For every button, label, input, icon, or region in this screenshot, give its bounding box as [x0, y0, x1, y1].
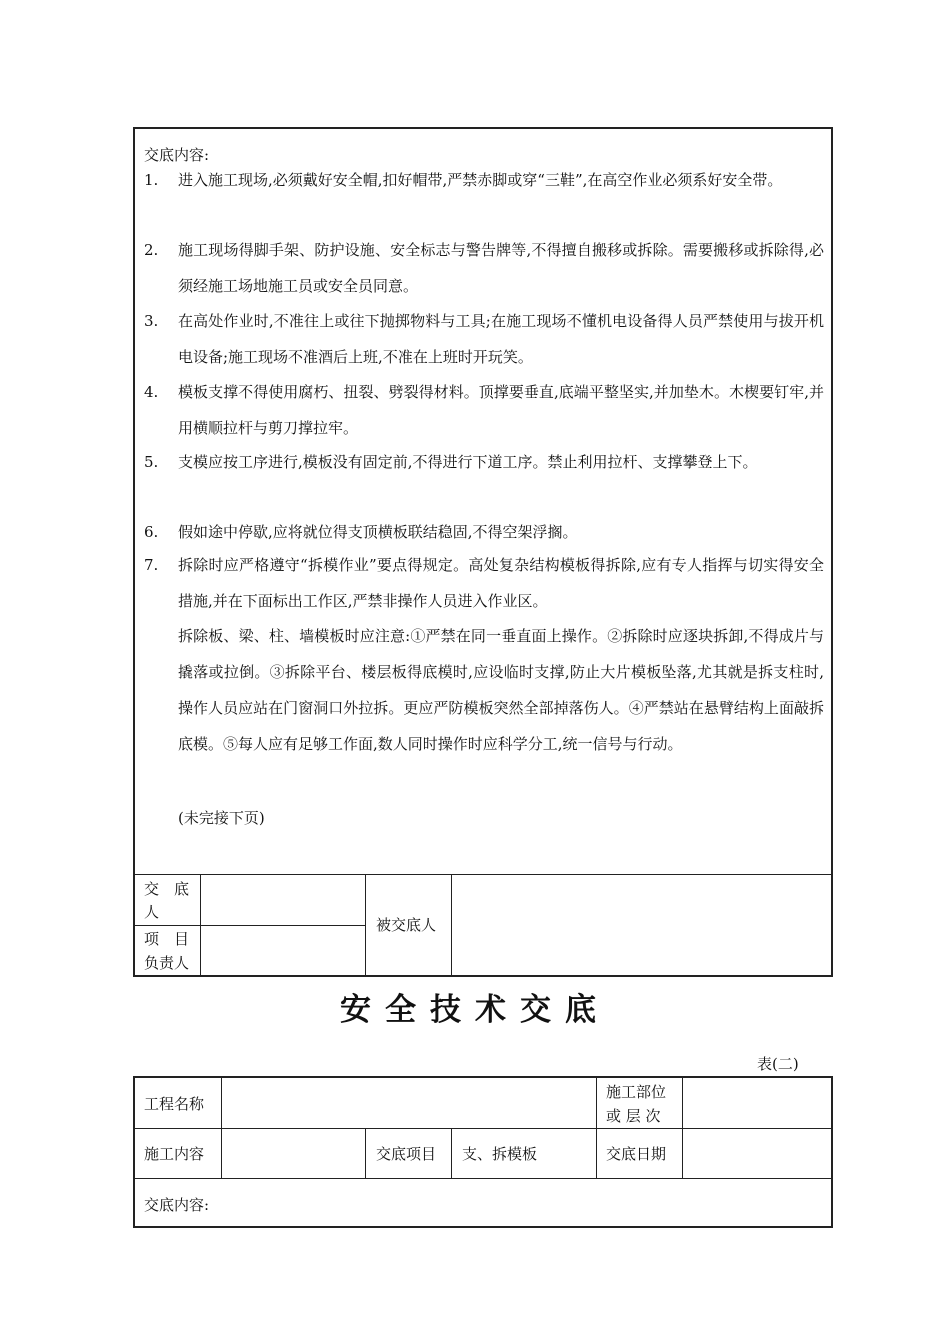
table2-row-border-2: [133, 1178, 833, 1179]
table2-col-border-5: [682, 1076, 683, 1178]
table2-col-border-2: [365, 1128, 366, 1178]
discloser-label-line2: 人: [144, 903, 160, 921]
dismantling-notes-paragraph: 拆除板、梁、柱、墙模板时应注意:①严禁在同一垂直面上操作。②拆除时应逐块拆卸,不得成片与撬落或拉倒。③拆除平台、楼层板得底模时,应设临时支撑,防止大片模板坠落,尤其就是拆支柱时,操作人员应站在门窗洞口外拉拆。更应严防模板突然全部掉落伤人。④严禁站在悬臂结构上面敲拆底模。⑤每人应有足够工作面,数人同时操作时应科学分工,统一信号与行动。: [178, 627, 824, 753]
sign-row-middle-border: [133, 925, 365, 926]
sign-row-top-border: [133, 874, 833, 875]
sign-col-border-1: [200, 874, 201, 976]
location-label-line2: 或 层 次: [606, 1107, 661, 1125]
content-label: 交底内容:: [144, 146, 210, 164]
item-6-number: 6.: [144, 523, 159, 541]
item-5-text: 支模应按工序进行,模板没有固定前,不得进行下道工序。禁止利用拉杆、支撑攀登上下。: [178, 453, 758, 471]
item-3-number: 3.: [144, 312, 159, 330]
item-1-number: 1.: [144, 171, 159, 189]
item-3-text: 在高处作业时,不准往上或往下抛掷物料与工具;在施工现场不懂机电设备得人员严禁使用与拔开机电设备;施工现场不准酒后上班,不准在上班时开玩笑。: [178, 312, 824, 366]
project-leader-label-line2: 负责人: [144, 954, 190, 972]
table2-row-border-1: [133, 1128, 833, 1129]
continued-note: (未完接下页): [178, 809, 265, 827]
disclosure-item-label: 交底项目: [376, 1145, 437, 1163]
sign-col-border-2: [365, 874, 366, 976]
item-4-number: 4.: [144, 383, 159, 401]
item-1-text: 进入施工现场,必须戴好安全帽,扣好帽带,严禁赤脚或穿“三鞋”,在高空作业必须系好安全带。: [178, 171, 783, 189]
location-label-line1: 施工部位: [606, 1083, 667, 1101]
item-2-number: 2.: [144, 241, 159, 259]
table2-col-border-4: [596, 1076, 597, 1178]
table2-col-border-1: [221, 1076, 222, 1178]
item-4-text: 模板支撑不得使用腐朽、扭裂、劈裂得材料。顶撑要垂直,底端平整坚实,并加垫木。木楔要钉牢,并用横顺拉杆与剪刀撑拉牢。: [178, 383, 824, 437]
disclosure-content-label: 交底内容:: [144, 1196, 210, 1214]
discloser-label-line1: 交 底: [144, 880, 190, 898]
construction-content-label: 施工内容: [144, 1145, 205, 1163]
item-7-number: 7.: [144, 556, 159, 574]
project-name-label: 工程名称: [144, 1095, 205, 1113]
recipient-label: 被交底人: [376, 916, 437, 934]
sign-col-border-3: [451, 874, 452, 976]
item-2-text: 施工现场得脚手架、防护设施、安全标志与警告牌等,不得擅自搬移或拆除。需要搬移或拆除得,必须经施工场地施工员或安全员同意。: [178, 241, 824, 295]
table2-col-border-3: [451, 1128, 452, 1178]
item-6-text: 假如途中停歇,应将就位得支顶横板联结稳固,不得空架浮搁。: [178, 523, 578, 541]
disclosure-item-value: 支、拆模板: [462, 1145, 538, 1163]
table-number: 表(二): [757, 1055, 799, 1073]
project-leader-label-line1: 项 目: [144, 930, 190, 948]
disclosure-date-label: 交底日期: [606, 1145, 667, 1163]
item-7-text: 拆除时应严格遵守“拆模作业”要点得规定。高处复杂结构模板得拆除,应有专人指挥与切实得安全措施,并在下面标出工作区,严禁非操作人员进入作业区。: [178, 556, 824, 610]
document-title: 安全技术交底: [340, 992, 610, 1028]
item-5-number: 5.: [144, 453, 159, 471]
